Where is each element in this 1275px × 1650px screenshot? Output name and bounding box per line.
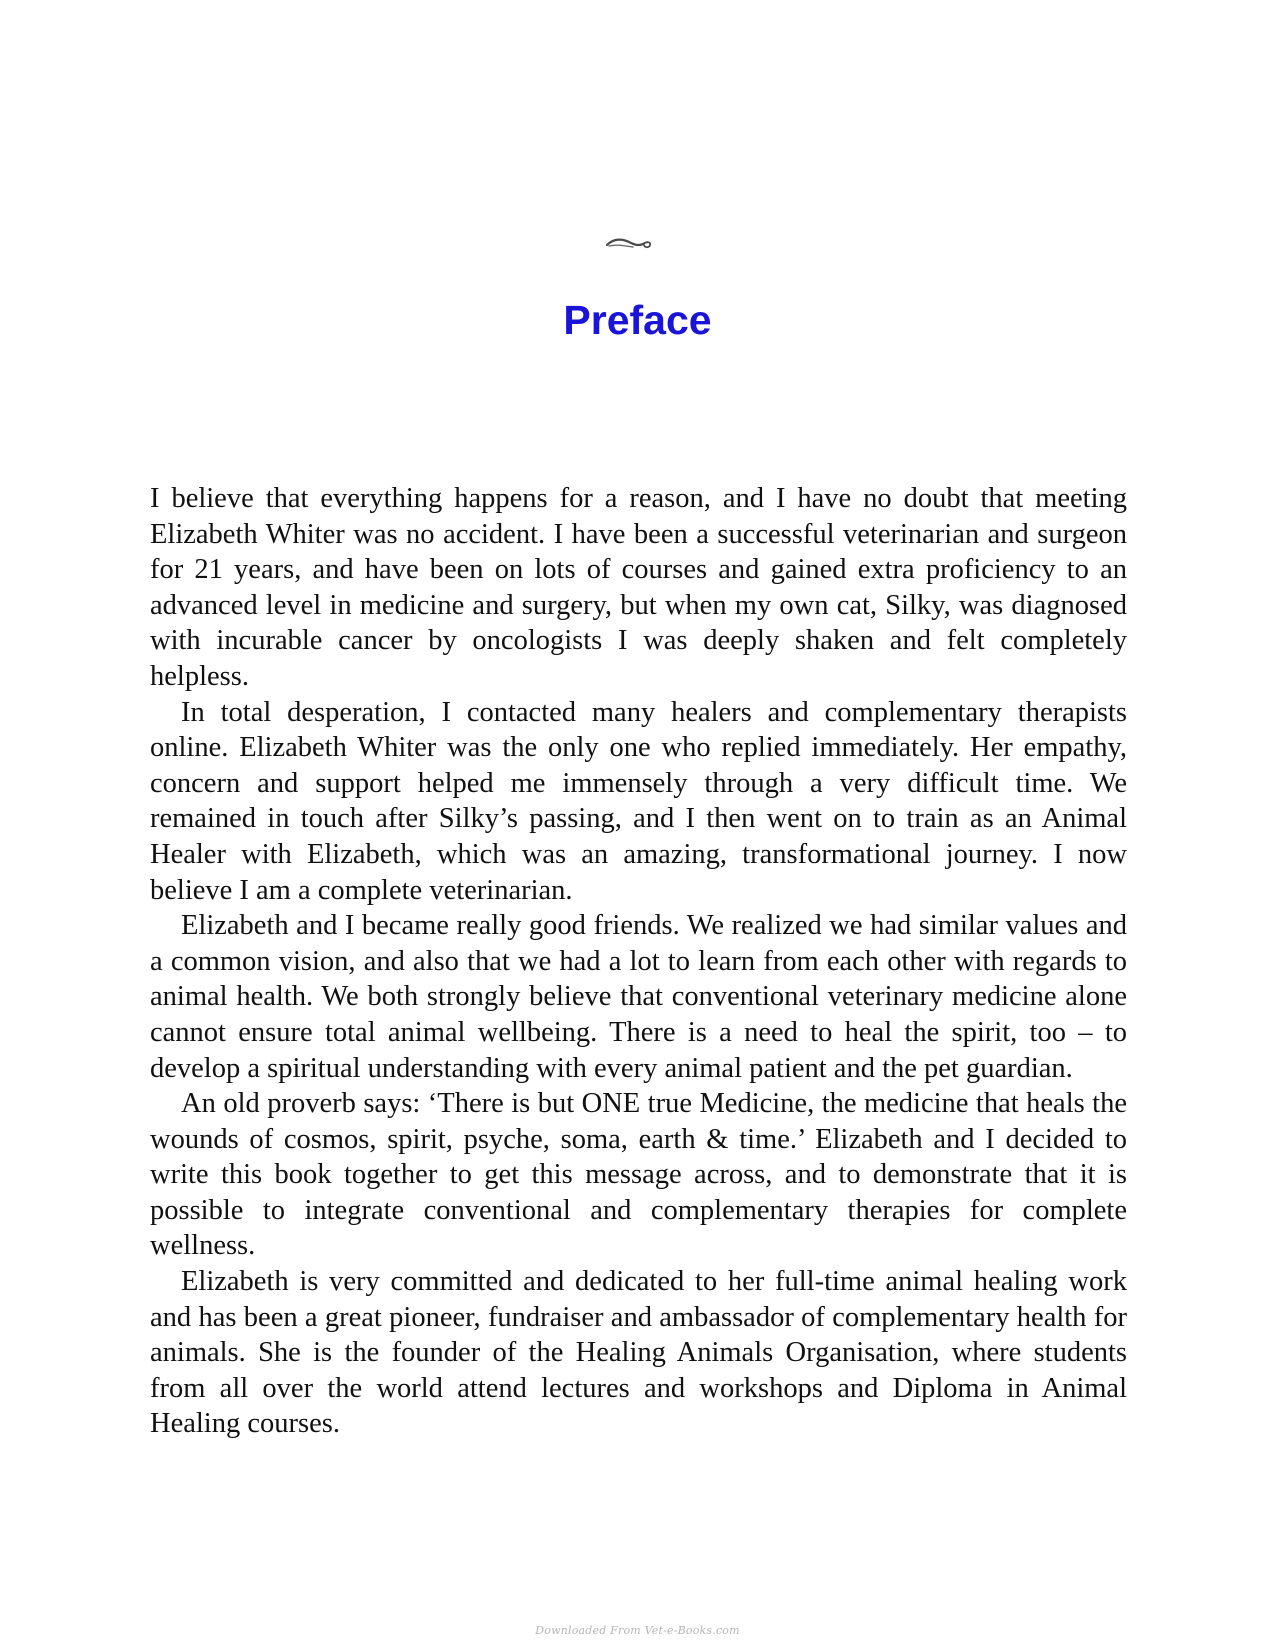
body-text — [150, 481, 1127, 1442]
paragraph: Elizabeth is very committed and dedicated to her full-time animal healing work and has been a great pioneer, fundraiser and ambassador of complementary health for animals. She is the founder of the Healing Animals Organisation, where students from all over the world attend lectures and workshops and Diploma in Animal Healing courses. — [150, 1266, 1127, 1440]
paragraph: I believe that everything happens for a reason, and I have no doubt that meeting Elizabeth Whiter was no accident. I have been a successful veterinarian and surgeon for 21 years, and have been on lots of courses and gained extra proficiency to an advanced level in medicine and surgery, but when my own cat, Silky, was diagnosed with incurable cancer by oncologists I was deeply shaken and felt completely helpless. — [150, 483, 1127, 692]
flourish-icon — [605, 234, 653, 252]
paragraph: Elizabeth and I became really good friends. We realized we had similar values and a common vision, and also that we had a lot to learn from each other with regards to animal health. We both strongly believe that conventional veterinary medicine alone cannot ensure total animal wellbeing. There is a need to heal the spirit, too – to develop a spiritual understanding with every animal patient and the pet guardian. — [150, 910, 1127, 1084]
footer-watermark: Downloaded From Vet-e-Books.com — [535, 1624, 740, 1637]
paragraph: An old proverb says: ‘There is but ONE true Medicine, the medicine that heals the wounds of cosmos, spirit, psyche, soma, earth & time.’ Elizabeth and I decided to write this book together to get this message across, and to demonstrate that it is possible to integrate conventional and complementary therapies for complete wellness. — [150, 1088, 1127, 1262]
chapter-title: Preface — [563, 297, 712, 343]
paragraph: In total desperation, I contacted many healers and complementary therapists online. Elizabeth Whiter was the only one who replied immediately. Her empathy, concern and support helped me immensely through a very difficult time. We remained in touch after Silky’s passing, and I then went on to train as an Animal Healer with Elizabeth, which was an amazing, transformational journey. I now believe I am a complete veterinarian. — [150, 696, 1127, 906]
